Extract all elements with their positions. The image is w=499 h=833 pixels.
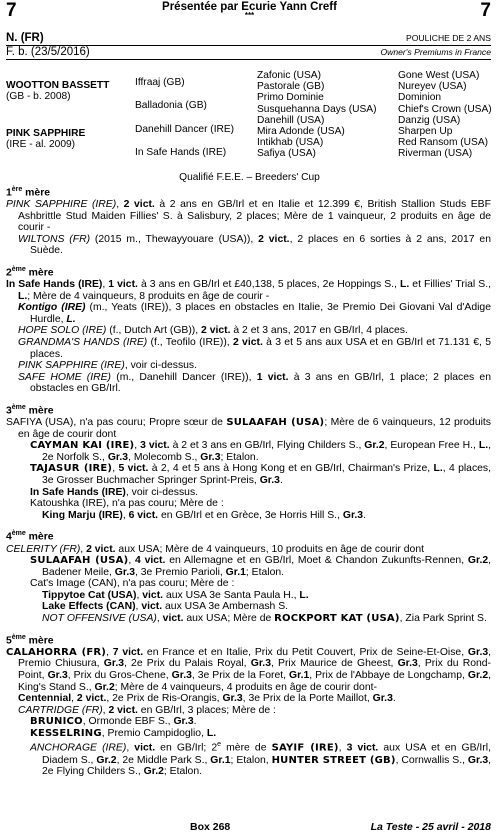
dam5-produce: ANCHORAGE (IRE), vict. en GB/Irl; 2e mère de SAYIF (IRE), 3 vict. aux USA et en GB/Irl, Diadem S., Gr.2, 2e Middle Park S., Gr.1; Etalon, HUNTER STREET (GB), Cornwallis S., Gr.3, 2e Flying Childers S., Gr.2; Etalon. xyxy=(30,741,491,778)
dam2-produce: PINK SAPPHIRE (IRE), voir ci-dessus. xyxy=(18,360,198,372)
gen3-item: Safiya (USA) xyxy=(257,148,316,160)
dam5-produce: BRUNICO, Ormonde EBF S., Gr.3. xyxy=(30,716,197,728)
dam2-produce: GRANDMA'S HANDS (IRE) (f., Teofilo (IRE)), 2 vict. à 3 et 5 ans aux USA et en GB/Irl et 71.131 €, 5 places. xyxy=(18,337,491,360)
owners-premiums: Owner's Premiums in France xyxy=(380,47,491,57)
dam-name: PINK SAPPHIRE xyxy=(6,128,86,139)
dam3-produce: CAYMAN KAI (IRE), 3 vict. à 2 et 3 ans en GB/Irl, Flying Childers S., Gr.2, European Free H., L., 2e Norfolk S., Gr.3, Molecomb S., Gr.3; Etalon. xyxy=(30,440,491,463)
qualification: Qualifié F.E.E. – Breeders' Cup xyxy=(179,172,320,183)
dam3-produce: TAJASUR (IRE), 5 vict. à 2, 4 et 5 ans à Hong Kong et en GB/Irl, Chairman's Prize, L., 4 places, 3e Grosser Buchmacher Springer Sprint-Preis, Gr.3. xyxy=(30,463,491,487)
lot-number-right: 7 xyxy=(480,0,491,21)
section-heading-4: 4ème mère xyxy=(6,530,54,543)
gen4-item: Dominion xyxy=(398,92,442,104)
section-heading-5: 5ème mère xyxy=(6,633,54,647)
sex-age: POULICHE DE 2 ANS xyxy=(405,33,491,43)
gen4-item: Chief's Crown (USA) xyxy=(398,103,492,115)
section-heading-3: 3ème mère xyxy=(6,404,54,417)
sire-name: WOOTTON BASSETT xyxy=(6,80,110,91)
gen3-item: Danehill (USA) xyxy=(257,114,325,126)
dam2-produce: Kontigo (IRE) (m., Yeats (IRE)), 3 places en obstacles en Italie, 3e Premio Dei Giovani Val d'Adige Hurdle, L. xyxy=(18,302,491,325)
gen4-item: Nureyev (USA) xyxy=(398,81,467,93)
gen3-item: Susquehanna Days (USA) xyxy=(257,103,377,115)
horse-name: N. (FR) xyxy=(6,32,44,44)
presenter-stars: *** xyxy=(244,11,255,20)
pedigree-gen4 xyxy=(398,70,492,160)
footer-sale-info: La Teste - 25 avril - 2018 xyxy=(370,821,491,833)
dam3-produce: King Marju (IRE), 6 vict. en GB/Irl et en Grèce, 3e Horris Hill S., Gr.3. xyxy=(42,509,366,521)
dam4-produce: Cat's Image (CAN), n'a pas couru; Mère de : xyxy=(30,578,235,590)
section-heading-2: 2ème mère xyxy=(6,266,54,279)
gen4-item: Gone West (USA) xyxy=(398,70,480,81)
pedigree-sire xyxy=(6,80,109,102)
footer-box-number: Box 268 xyxy=(190,821,231,833)
dam3-entry: SAFIYA (USA), n'a pas couru; Propre sœur de SULAAFAH (USA); Mère de 6 vainqueurs, 12 produits en âge de courir dont xyxy=(6,417,491,440)
dam5-produce: KESSELRING, Premio Campidoglio, L. xyxy=(30,727,217,739)
sire-details: (GB - b. 2008) xyxy=(6,91,71,103)
produce-record xyxy=(6,184,491,778)
dam1-produce: WILTONS (FR) (2015 m., Thewayyouare (USA)), 2 vict., 2 places en 6 sorties à 2 ans, 2017 en Suède. xyxy=(18,233,491,257)
gen4-item: Red Ransom (USA) xyxy=(398,137,489,149)
dam5-produce: Centennial, 2 vict., 2e Prix de Ris-Orangis, Gr.3, 3e Prix de la Porte Maillot, Gr.3. xyxy=(18,693,396,705)
pedigree-gen2-3: Danehill Dancer (IRE) xyxy=(135,124,235,135)
dam5-entry: CALAHORRA (FR), 7 vict. en France et en Italie, Prix du Petit Couvert, Prix de Seine-Et-Oise, Gr.3, Premio Chiusura, Gr.3, 2e Prix du Palais Royal, Gr.3, Prix Maurice de Gheest, Gr.3, Prix du Rond-Point, Gr.3, Prix du Gros-Chene, Gr.3, 3e Prix de la Foret, Gr.1, Prix de l'Abbaye de Longchamp, Gr.2, King's Stand S., Gr.2; Mère de 4 vainqueurs, 4 produits en âge de courir dont- xyxy=(6,646,492,693)
pedigree-gen3 xyxy=(257,70,376,160)
gen3-item: Mira Adonde (USA) xyxy=(257,125,345,137)
dam2-entry: In Safe Hands (IRE), 1 vict. à 3 ans en GB/Irl et £40,138, 5 places, 2e Hoppings S., L. et Fillies' Trial S., L.; Mère de 4 vainqueurs, 8 produits en âge de courir - xyxy=(6,279,491,302)
gen4-item: Danzig (USA) xyxy=(398,114,461,126)
pedigree-dam xyxy=(6,128,85,150)
dam4-entry: CELERITY (FR), 2 vict. aux USA; Mère de 4 vainqueurs, 10 produits en âge de courir dont xyxy=(6,543,424,555)
dam-details: (IRE - al. 2009) xyxy=(6,139,76,151)
pedigree-gen2-4: In Safe Hands (IRE) xyxy=(135,147,227,158)
gen3-item: Intikhab (USA) xyxy=(257,137,324,149)
gen3-item: Zafonic (USA) xyxy=(257,70,321,81)
dam4-produce: SULAAFAH (USA), 4 vict. en Allemagne et en GB/Irl, Moet & Chandon Zukunfts-Rennen, Gr.2, Badener Meile, Gr.3, 3e Premio Parioli, Gr.1; Etalon. xyxy=(30,555,491,578)
dam2-produce: HOPE SOLO (IRE) (f., Dutch Art (GB)), 2 vict. à 2 et 3 ans, 2017 en GB/Irl, 4 places. xyxy=(18,325,408,337)
dam4-produce: Tippytoe Cat (USA), vict. aux USA 3e Santa Paula H., L. xyxy=(42,589,309,601)
dam3-produce: Katoushka (IRE), n'a pas couru; Mère de : xyxy=(30,498,224,510)
pedigree-gen2-1: Iffraaj (GB) xyxy=(135,77,185,88)
header-row-details xyxy=(6,45,491,60)
gen3-item: Pastorale (GB) xyxy=(257,81,325,93)
dam2-produce: SAFE HOME (IRE) (m., Danehill Dancer (IRE)), 1 vict. à 3 ans en GB/Irl, 1 place; 2 places en obstacles en GB/Irl. xyxy=(18,371,491,395)
gen4-item: Sharpen Up xyxy=(398,125,453,137)
dam4-produce: NOT OFFENSIVE (USA), vict. aux USA; Mère de ROCKPORT KAT (USA), Zia Park Sprint S. xyxy=(42,613,487,625)
color-birthdate: F. b. (23/5/2016) xyxy=(6,46,90,58)
lot-number-left: 7 xyxy=(6,0,17,21)
gen4-item: Riverman (USA) xyxy=(398,148,473,160)
dam1-entry: PINK SAPPHIRE (IRE), 2 vict. à 2 ans en GB/Irl et en Italie et 12.399 €, British Stallion Studs EBF Ashbrittle Stud Maiden Fillies' S. à Salisbury, 2 places; Mère de 1 vainqueur, 2 produits en âge de courir - xyxy=(6,199,491,234)
pedigree-gen2-2: Balladonia (GB) xyxy=(135,100,207,111)
dam5-produce: CARTRIDGE (FR), 2 vict. en GB/Irl, 3 places; Mère de : xyxy=(18,704,276,716)
dam4-produce: Lake Effects (CAN), vict. aux USA 3e Ambernash S. xyxy=(42,601,289,613)
gen3-item: Primo Dominie xyxy=(257,92,324,104)
presenter-title: Présentée par Ecurie Yann Creff xyxy=(162,1,337,13)
section-heading-1: 1ère mère xyxy=(6,186,51,199)
dam3-produce: In Safe Hands (IRE), voir ci-dessus. xyxy=(30,486,199,498)
header-row-name xyxy=(6,31,491,46)
